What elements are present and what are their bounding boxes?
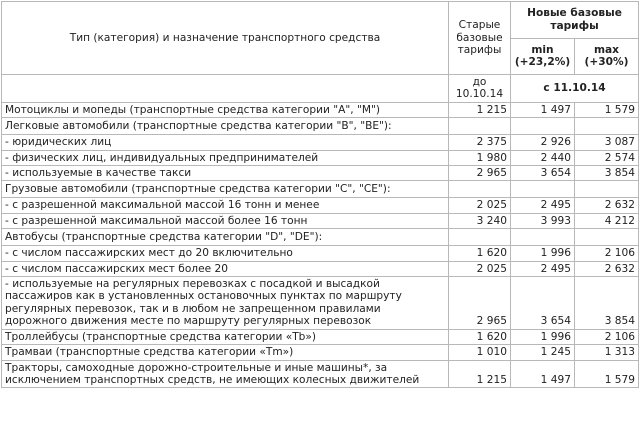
header-max: max (+30%) [575,38,639,75]
row-name: - используемые в качестве такси [2,166,449,181]
row-name: - юридических лиц [2,135,449,150]
table-row [2,150,639,165]
row-name: Автобусы (транспортные средства категории "D", "DE"): [2,229,449,246]
row-old-value: 1 010 [449,345,511,360]
row-max-value: 3 854 [575,277,639,330]
row-min-value: 2 495 [511,261,575,276]
header-new-tariffs: Новые базовые тарифы [511,2,639,39]
row-old-value [449,118,511,135]
row-max-value: 2 632 [575,198,639,213]
header-empty-cell [2,75,449,103]
row-name: - с разрешенной максимальной массой 16 тонн и менее [2,198,449,213]
row-old-value: 2 965 [449,166,511,181]
row-name: - с числом пассажирских мест более 20 [2,261,449,276]
table-row [2,213,639,228]
row-max-value: 2 574 [575,150,639,165]
table-row [2,261,639,276]
row-min-value [511,181,575,198]
row-name: - с разрешенной максимальной массой более 16 тонн [2,213,449,228]
row-max-value: 1 579 [575,102,639,117]
row-old-value: 1 620 [449,246,511,261]
row-name: Трамваи (транспортные средства категории «Tm») [2,345,449,360]
table-row [2,135,639,150]
row-min-value: 3 993 [511,213,575,228]
row-min-value: 1 996 [511,329,575,344]
row-max-value [575,181,639,198]
row-name: Тракторы, самоходные дорожно-строительные и иные машины*, за исключением транспортных средств, не имеющих колесных движителей [2,360,449,388]
table-row-section [2,118,639,135]
row-min-value [511,229,575,246]
row-name: - используемые на регулярных перевозках с посадкой и высадкой пассажиров как в установленных остановочных пунктах по маршруту регулярных перевозок, так и в любом не запрещенном правилами дорожного движения месте по маршруту регулярных перевозок [2,277,449,330]
row-max-value: 1 579 [575,360,639,388]
row-min-value: 2 495 [511,198,575,213]
row-old-value: 1 980 [449,150,511,165]
row-name: Троллейбусы (транспортные средства категории «Tb») [2,329,449,344]
table-row [2,345,639,360]
table-row [2,329,639,344]
row-old-value: 1 215 [449,102,511,117]
row-max-value: 4 212 [575,213,639,228]
row-name: - с числом пассажирских мест до 20 включительно [2,246,449,261]
header-old-tariffs: Старые базовые тарифы [449,2,511,75]
row-old-value: 2 025 [449,261,511,276]
header-min: min (+23,2%) [511,38,575,75]
row-max-value: 3 854 [575,166,639,181]
tariff-table [1,1,639,388]
table-row-section [2,181,639,198]
table-row [2,277,639,330]
table-row [2,102,639,117]
row-min-value: 2 926 [511,135,575,150]
row-old-value: 2 965 [449,277,511,330]
row-old-value: 2 375 [449,135,511,150]
row-old-value: 1 620 [449,329,511,344]
header-old-date: до 10.10.14 [449,75,511,103]
row-min-value: 1 497 [511,102,575,117]
table-row [2,198,639,213]
row-old-value: 3 240 [449,213,511,228]
row-min-value: 3 654 [511,166,575,181]
row-min-value: 3 654 [511,277,575,330]
table-row [2,360,639,388]
row-min-value: 1 996 [511,246,575,261]
row-max-value: 3 087 [575,135,639,150]
row-max-value: 2 632 [575,261,639,276]
row-old-value: 2 025 [449,198,511,213]
row-max-value: 2 106 [575,329,639,344]
header-new-date: с 11.10.14 [511,75,639,103]
row-max-value [575,229,639,246]
row-old-value [449,181,511,198]
row-min-value: 1 245 [511,345,575,360]
header-type-label: Тип (категория) и назначение транспортного средства [2,2,449,75]
row-max-value: 1 313 [575,345,639,360]
row-name: - физических лиц, индивидуальных предпринимателей [2,150,449,165]
table-row-section [2,229,639,246]
row-old-value [449,229,511,246]
row-max-value: 2 106 [575,246,639,261]
row-min-value [511,118,575,135]
row-name: Мотоциклы и мопеды (транспортные средства категории "A", "M") [2,102,449,117]
row-old-value: 1 215 [449,360,511,388]
table-row [2,246,639,261]
row-min-value: 2 440 [511,150,575,165]
row-min-value: 1 497 [511,360,575,388]
row-name: Легковые автомобили (транспортные средства категории "B", "BE"): [2,118,449,135]
row-name: Грузовые автомобили (транспортные средства категории "C", "CE"): [2,181,449,198]
row-max-value [575,118,639,135]
table-row [2,166,639,181]
